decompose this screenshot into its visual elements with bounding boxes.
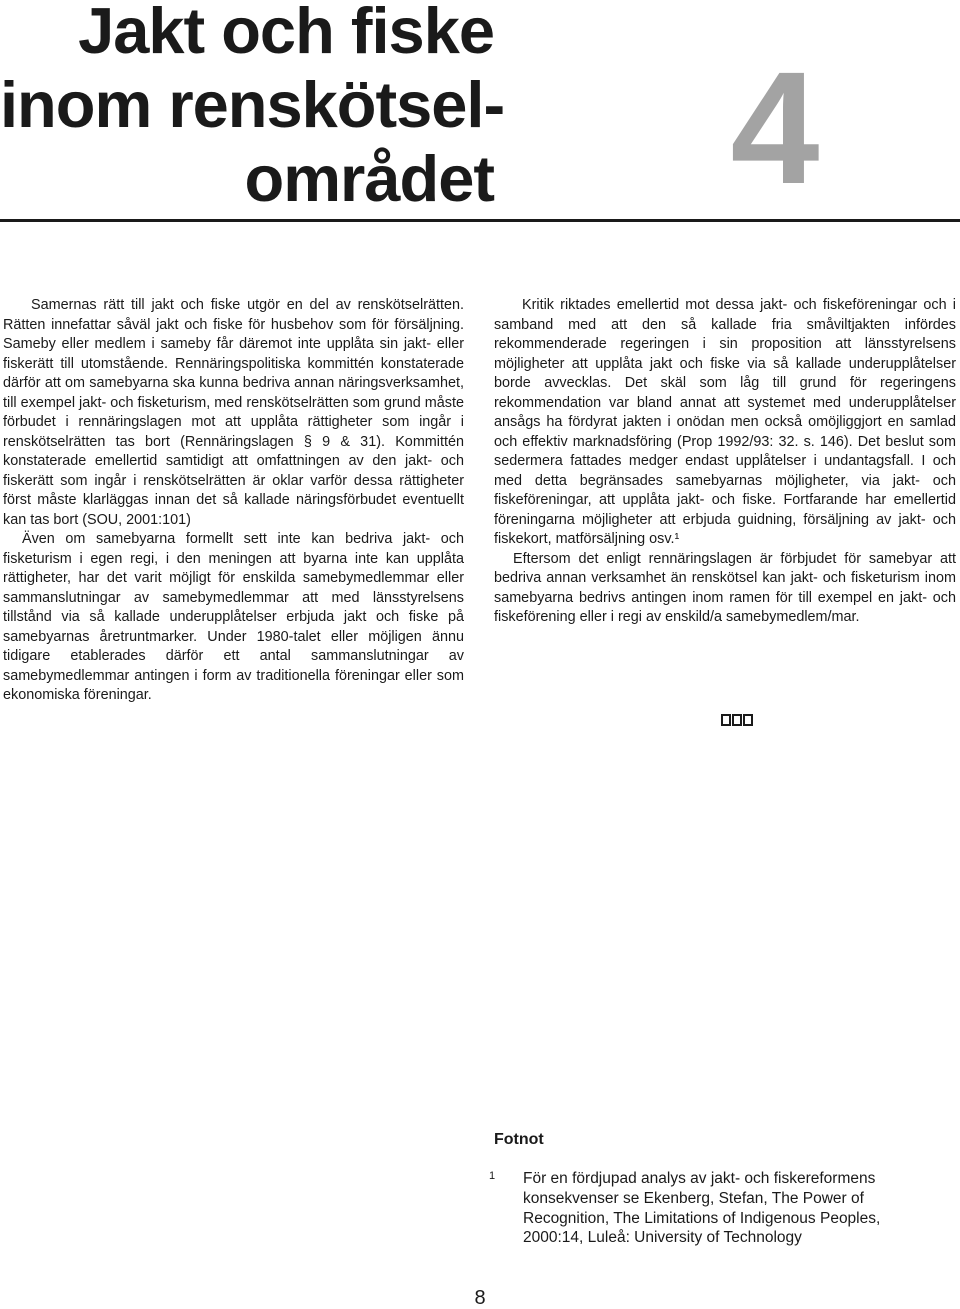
end-mark-box [732,714,742,726]
chapter-title-line: inom renskötsel- [0,68,505,141]
chapter-title-line: Jakt och fiske [78,0,494,67]
end-mark-box [743,714,753,726]
page-number: 8 [474,1287,486,1309]
footnote-heading: Fotnot [494,1131,544,1148]
footnote-number: 1 [489,1170,496,1182]
body-paragraph: Även om samebyarna formellt sett inte kan bedriva jakt- och fisketurism i egen regi, i den meningen att byarna inte kan upplåta rättigheter, har det varit möjligt för enskilda samebymedlemmar eller sammanslutningar av samebymedlemmar att med länsstyrelsens tillstånd via så kallade underupplåtelser erbjuda jakt och fiske på samebyarnas åretruntmarker. Under 1980-talet eller möjligen ännu tidigare etablerades därför ett antal sammanslutningar av samebymedlemmar antingen i form av traditionella föreningar eller som ekonomiska föreningar. [3,531,464,703]
left-column [3,296,464,706]
chapter-title [0,0,505,216]
title-divider [0,219,960,222]
chapter-number: 4 [730,38,816,217]
footnote [489,1169,909,1248]
right-column [494,296,956,628]
end-mark-box [721,714,731,726]
footnote-text: För en fördjupad analys av jakt- och fiskereformens konsekvenser se Ekenberg, Stefan, The Power of Recognition, The Limitations of Indigenous Peoples, 2000:14, Luleå: University of Technology [523,1170,881,1247]
chapter-title-line: området [244,142,494,215]
body-paragraph: Kritik riktades emellertid mot dessa jakt- och fiskeföreningar och i samband med att den så kallade fria småviltjakten infördes rekommenderade regeringen i sin proposition att länsstyrelsens möjligheter att upplåta jakt och fiske via så kallade underupplåtelser borde avvecklas. Det skäl som låg till grund för regeringens rekommendation var bland annat att systemet med underupplåtelser ansågs ha fördyrat jakten i onödan men också omöjliggjort en samlad och effektiv marknadsföring (Prop 1992/93: 32. s. 146). Det beslut som sedermera fattades medger endast upplåtelser i undantagsfall. I och med detta begränsades samebyarnas möjligheter, via jakt- och fiskeföreningar, att upplåta jakt- och fiske. Fortfarande har emellertid föreningarna möjligheter att erbjuda guidning, försäljning av jakt- och fiskekort, matförsäljning osv.¹ [494,297,956,547]
body-paragraph: Samernas rätt till jakt och fiske utgör en del av renskötselrätten. Rätten innefattar såväl jakt och fiske för husbehov som för försäljning. Sameby eller medlem i sameby får däremot inte upplåta sin jakt- eller fiskerätt till utomstående. Rennäringspolitiska kommittén konstaterade därför att om samebyarna ska kunna bedriva annan näringsverksamhet, till exempel jakt- och fisketurism, med renskötselrätten som grund måste förbudet i rennäringslagen mot att upplåta rättigheter som ingår i renskötselrätten tas bort (Rennäringslagen § 9 & 31). Kommittén konstaterade emellertid samtidigt att omfattningen av den jakt- och fiskerätt som ingår i renskötselrätten är oklar varför dessa rättigheter först måste klarläggas innan det så kallade näringsförbudet eventuellt kan tas bort (SOU, 2001:101) [3,297,464,528]
body-paragraph: Eftersom det enligt rennäringslagen är förbjudet för samebyar att bedriva annan verksamhet än renskötsel kan jakt- och fisketurism inom samebyarna bedrivs antingen inom ramen för till exempel en jakt- och fiskeförening eller i regi av enskild/a samebymedlem/mar. [494,550,956,625]
section-end-mark-icon [721,714,753,726]
